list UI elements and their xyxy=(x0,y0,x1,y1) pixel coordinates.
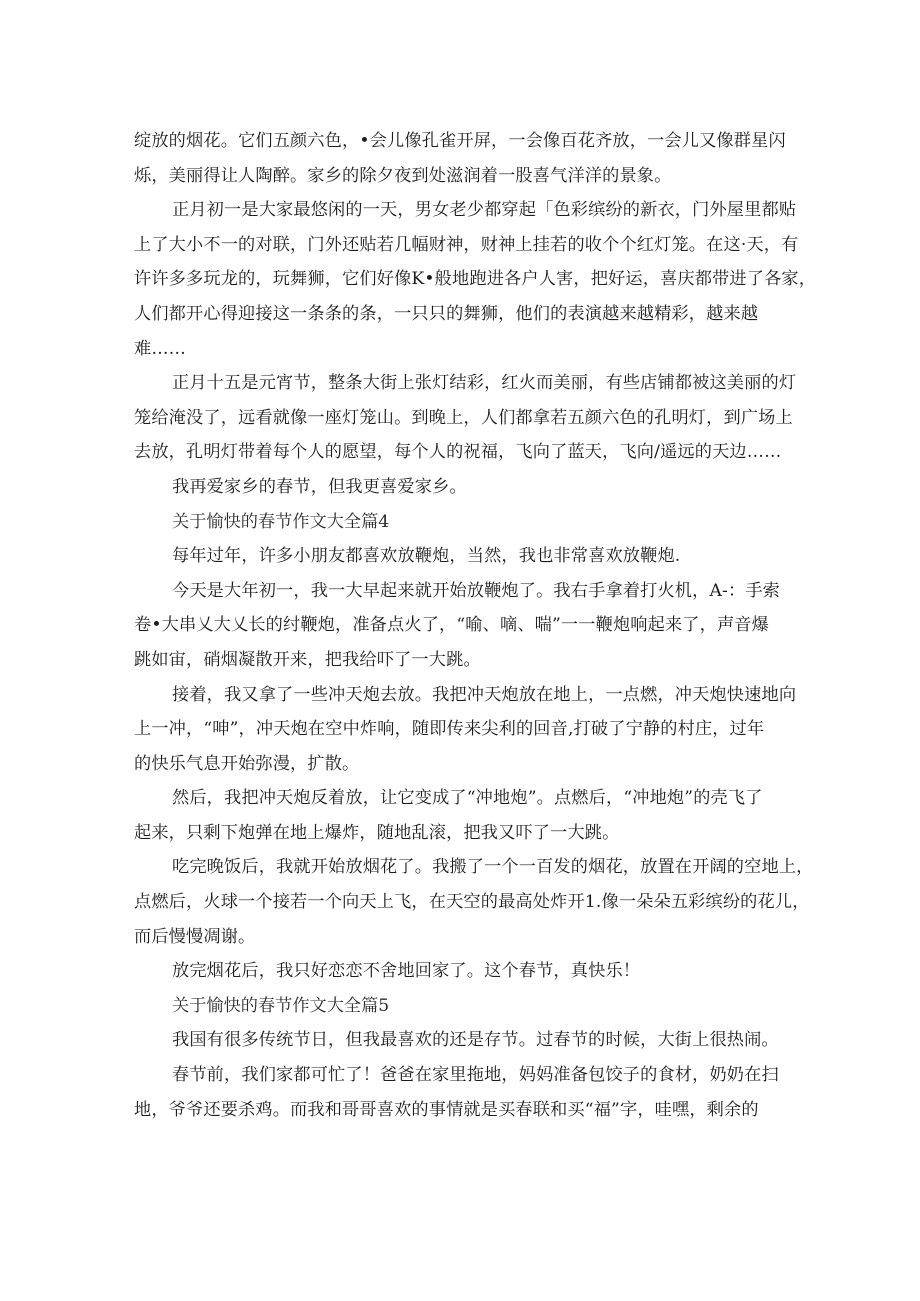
text-line: 接着，我又拿了一些冲天炮去放。我把冲天炮放在地上，一点燃，冲天炮快速地向 xyxy=(172,684,797,705)
text-line: 今天是大年初一，我一大早起来就开始放鞭炮了。我右手拿着打火机，A-：手索 xyxy=(172,580,780,601)
paragraph xyxy=(134,678,797,782)
paragraph xyxy=(134,539,782,574)
text-line: 的快乐气息开始弥漫，扩散。 xyxy=(134,753,360,774)
text-line: 然后，我把冲天炮反着放，让它变成了“冲地炮”。点燃后，“冲地炮”的壳飞了 xyxy=(172,788,763,809)
text-line: 起来，只剩下炮弹在地上爆炸，随地乱滚，把我又吓了一大跳。 xyxy=(134,822,620,843)
text-line: 地，爷爷还要杀鸡。而我和哥哥喜欢的事情就是买春联和买“福”字，哇嘿，剩余的 xyxy=(134,1099,759,1120)
text-line: 正月十五是元宵节，整条大街上张灯结彩，红火而美丽，有些店铺都被这美丽的灯 xyxy=(172,373,797,394)
text-line: 上一冲，“呻”，冲天炮在空中炸响，随即传来尖利的回音,打破了宁静的村庄，过年 xyxy=(134,719,765,740)
paragraph xyxy=(134,1058,782,1127)
text-line: 难…… xyxy=(134,338,187,359)
text-line: 放完烟花后，我只好恋恋不舍地回家了。这个春节，真快乐！ xyxy=(172,961,641,982)
text-line: 春节前，我们家都可忙了！爸爸在家里拖地，妈妈准备包饺子的食材，奶奶在扫 xyxy=(172,1065,779,1086)
paragraph xyxy=(134,574,782,678)
section-heading xyxy=(134,505,782,540)
heading-text: 关于愉快的春节作文大全篇4 xyxy=(172,511,390,532)
text-line: 许许多多玩龙的，玩舞狮，它们好像K•般地跑进各户人害，把好运，喜庆都带进了各家， xyxy=(134,269,817,290)
paragraph xyxy=(134,124,786,193)
text-line: 我国有很多传统节日，但我最喜欢的还是存节。过春节的时候，大街上很热闹。 xyxy=(172,1030,779,1051)
text-line: 烁，美丽得让人陶醉。家乡的除夕夜到处滋润着一股喜气洋洋的景象。 xyxy=(134,165,672,186)
paragraph xyxy=(134,850,814,954)
text-line: 我再爱家乡的春节，但我更喜爱家乡。 xyxy=(172,476,467,497)
heading-text: 关于愉快的春节作文大全篇5 xyxy=(172,995,390,1016)
text-line: 跳如宙，硝烟凝散开来，把我给吓了一大跳。 xyxy=(134,649,481,670)
text-line: 去放，孔明灯带着每个人的愿望，每个人的祝福，飞向了蓝天，飞向/遥远的天边…… xyxy=(134,442,782,463)
paragraph xyxy=(134,954,782,989)
text-line: 绽放的烟花。它们五颜六色，•会儿像孔雀开屏，一会像百花齐放，一会儿又像群星闪 xyxy=(134,131,786,151)
paragraph xyxy=(134,781,782,850)
text-line: 点燃后，火球一个接若一个向天上飞，在天空的最高处炸开1.像一朵朵五彩缤纷的花儿， xyxy=(134,892,810,913)
paragraph xyxy=(134,470,782,505)
text-line: 人们都开心得迎接这一条条的条，一只只的舞狮，他们的表演越来越精彩，越来越 xyxy=(134,303,759,324)
paragraph xyxy=(134,193,817,366)
text-line: 每年过年，许多小朋友都喜欢放鞭炮，当然，我也非常喜欢放鞭炮. xyxy=(172,546,681,567)
text-line: 笼给淹没了，远看就像一座灯笼山。到晚上，人们都拿若五颜六色的孔明灯，到广场上 xyxy=(134,407,793,428)
text-line: 而后慢慢凋谢。 xyxy=(134,926,256,947)
text-line: 上了大小不一的对联，门外还贴若几幅财神，财神上挂若的收个个红灯笼。在这·天，有 xyxy=(134,234,799,255)
text-line: 吃完晚饭后，我就开始放烟花了。我搬了一个一百发的烟花，放置在开阔的空地上， xyxy=(172,857,814,878)
text-line: 正月初一是大家最悠闲的一天，男女老少都穿起「色彩缤纷的新衣，门外屋里都贴 xyxy=(172,200,797,221)
essay-body xyxy=(134,124,817,1127)
section-heading xyxy=(134,989,782,1024)
text-line: 卷•大串乂大乂长的纣鞭炮，准备点火了，“喻、嘀、喘”一一鞭炮响起来了，声音爆 xyxy=(134,615,769,636)
paragraph xyxy=(134,1023,782,1058)
paragraph xyxy=(134,366,797,470)
